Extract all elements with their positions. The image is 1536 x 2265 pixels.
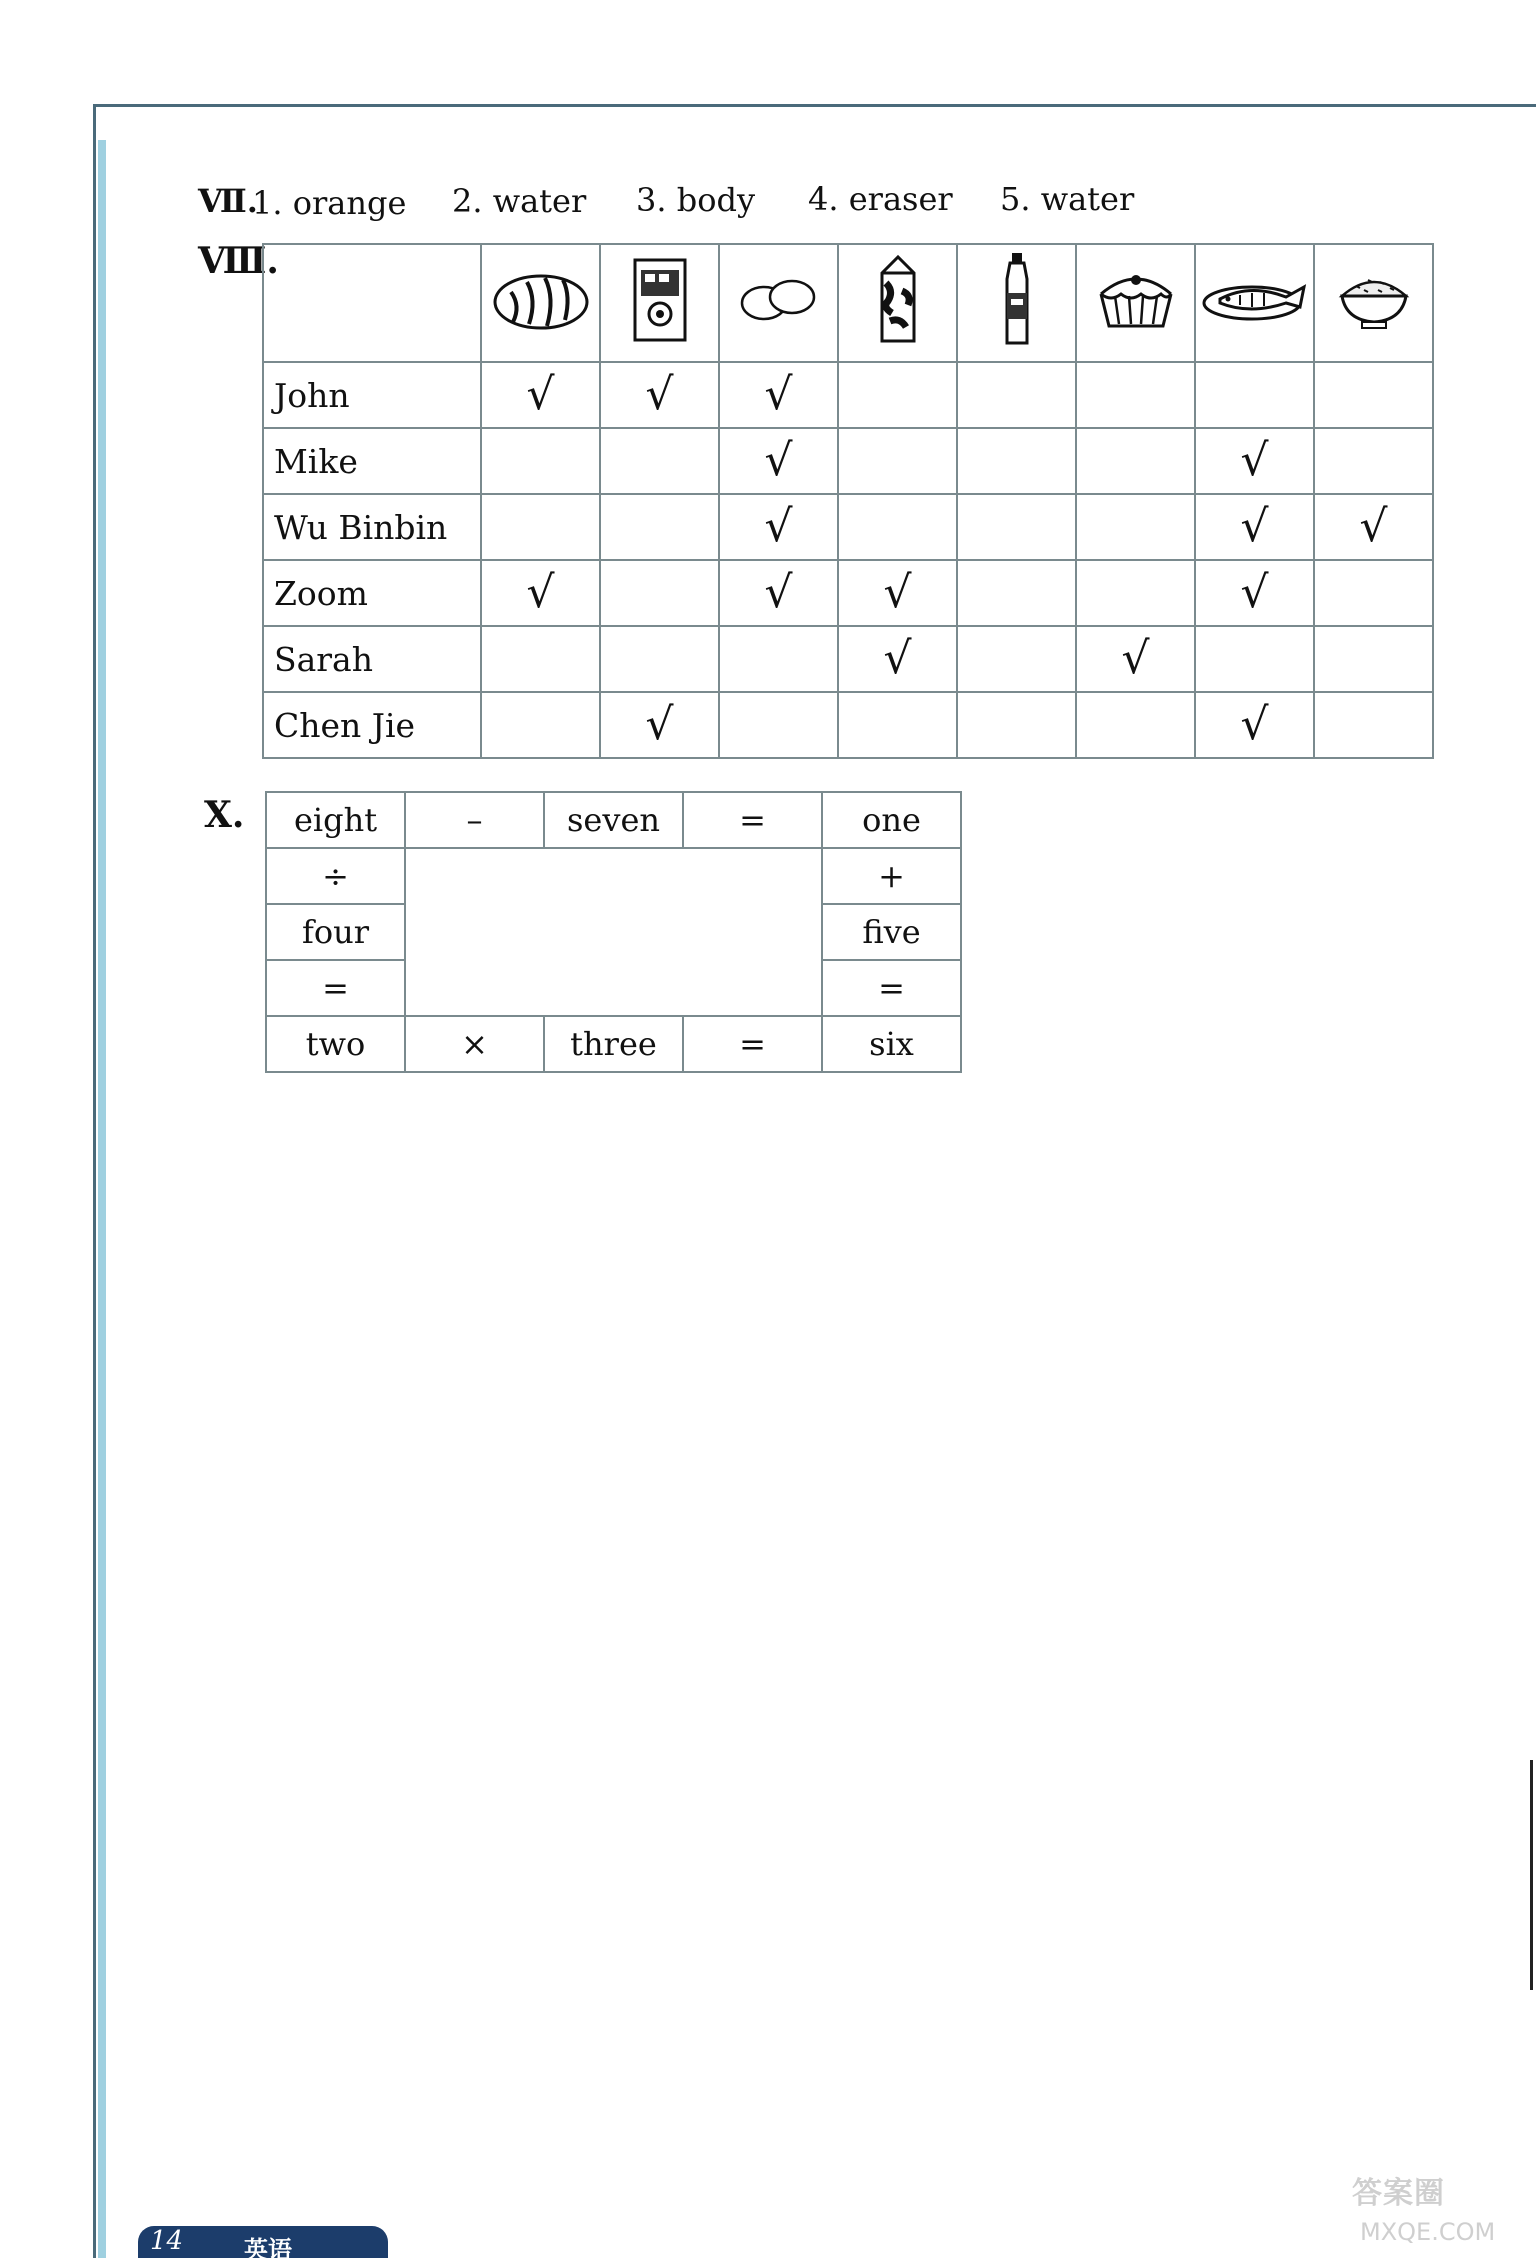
puzzle-cell: = [683, 792, 822, 848]
check-mark: √ [764, 501, 793, 552]
answer-5: 5. water [1000, 180, 1135, 218]
puzzle-cell: – [405, 792, 544, 848]
check-cell [600, 428, 719, 494]
check-mark: √ [1240, 567, 1269, 618]
check-cell [481, 362, 600, 428]
answer-2: 2. water [452, 182, 587, 220]
check-cell [1195, 560, 1314, 626]
check-cell [838, 362, 957, 428]
fish-icon [1195, 244, 1314, 362]
student-name: Mike [263, 428, 481, 494]
check-cell [1314, 428, 1433, 494]
check-cell [481, 494, 600, 560]
puzzle-cell: six [822, 1016, 961, 1072]
check-cell [838, 560, 957, 626]
food-checklist-table [262, 243, 1434, 759]
bread-icon [481, 244, 600, 362]
check-cell [600, 626, 719, 692]
puzzle-cell: × [405, 1016, 544, 1072]
check-cell [719, 362, 838, 428]
student-name: Sarah [263, 626, 481, 692]
student-name: Zoom [263, 560, 481, 626]
puzzle-cell: + [822, 848, 961, 904]
student-name: Chen Jie [263, 692, 481, 758]
rice-icon [1314, 244, 1433, 362]
table-row [263, 626, 1433, 692]
puzzle-top-row [266, 792, 961, 848]
check-cell [1076, 560, 1195, 626]
subject-label: 英语 [244, 2235, 292, 2264]
puzzle-row [266, 848, 961, 904]
check-cell [1314, 494, 1433, 560]
watermark-logo: 答案圈 [1352, 2176, 1445, 2211]
check-mark: √ [526, 369, 555, 420]
student-name: John [263, 362, 481, 428]
puzzle-cell: = [683, 1016, 822, 1072]
puzzle-cell: = [266, 960, 405, 1016]
check-cell [1076, 494, 1195, 560]
check-cell [957, 428, 1076, 494]
puzzle-cell: one [822, 792, 961, 848]
puzzle-cell: seven [544, 792, 683, 848]
check-cell [1076, 428, 1195, 494]
check-cell [1195, 494, 1314, 560]
check-mark: √ [883, 567, 912, 618]
header-blank-cell [263, 244, 481, 362]
puzzle-cell: five [822, 904, 961, 960]
puzzle-center-blank [405, 848, 822, 1016]
puzzle-cell: three [544, 1016, 683, 1072]
check-cell [957, 494, 1076, 560]
check-cell [481, 692, 600, 758]
check-cell [957, 362, 1076, 428]
check-cell [719, 560, 838, 626]
table-row [263, 362, 1433, 428]
juice-box-icon [600, 244, 719, 362]
check-cell [600, 362, 719, 428]
check-cell [719, 428, 838, 494]
page-number: 14 [150, 2226, 184, 2256]
check-cell [1076, 362, 1195, 428]
table-row [263, 560, 1433, 626]
check-cell [1314, 362, 1433, 428]
right-edge-mark [1530, 1760, 1533, 1990]
puzzle-bottom-row [266, 1016, 961, 1072]
check-cell [1076, 692, 1195, 758]
check-cell [600, 494, 719, 560]
table-row [263, 428, 1433, 494]
check-mark: √ [1359, 501, 1388, 552]
check-cell [719, 692, 838, 758]
bottle-icon [957, 244, 1076, 362]
answer-4: 4. eraser [808, 180, 953, 218]
check-cell [719, 494, 838, 560]
check-cell [957, 692, 1076, 758]
check-cell [1195, 626, 1314, 692]
check-cell [957, 626, 1076, 692]
table-row [263, 494, 1433, 560]
check-cell [1195, 428, 1314, 494]
cake-icon [1076, 244, 1195, 362]
answer-1: 1. orange [252, 184, 407, 222]
check-cell [1195, 362, 1314, 428]
check-mark: √ [764, 369, 793, 420]
section-10-numeral: X. [204, 794, 245, 836]
check-cell [1314, 560, 1433, 626]
puzzle-cell: ÷ [266, 848, 405, 904]
check-cell [1076, 626, 1195, 692]
check-cell [600, 560, 719, 626]
number-puzzle-table [265, 791, 962, 1073]
table-row [263, 692, 1433, 758]
eggs-icon [719, 244, 838, 362]
puzzle-cell: two [266, 1016, 405, 1072]
check-mark: √ [526, 567, 555, 618]
check-cell [719, 626, 838, 692]
check-cell [481, 428, 600, 494]
check-cell [1314, 692, 1433, 758]
check-cell [481, 560, 600, 626]
check-cell [1314, 626, 1433, 692]
check-cell [600, 692, 719, 758]
check-mark: √ [883, 633, 912, 684]
check-mark: √ [645, 699, 674, 750]
puzzle-cell: four [266, 904, 405, 960]
check-cell [838, 428, 957, 494]
left-margin-rule [98, 140, 106, 2258]
check-mark: √ [1121, 633, 1150, 684]
section-7-numeral: Ⅶ. [198, 182, 258, 220]
check-mark: √ [1240, 435, 1269, 486]
check-cell [1195, 692, 1314, 758]
puzzle-cell: eight [266, 792, 405, 848]
puzzle-cell: = [822, 960, 961, 1016]
check-mark: √ [764, 567, 793, 618]
check-cell [481, 626, 600, 692]
check-cell [838, 626, 957, 692]
student-name: Wu Binbin [263, 494, 481, 560]
watermark-url: MXQE.COM [1360, 2218, 1496, 2246]
table-header-row [263, 244, 1433, 362]
check-mark: √ [764, 435, 793, 486]
food-rows [263, 362, 1433, 758]
check-mark: √ [1240, 699, 1269, 750]
check-cell [838, 692, 957, 758]
check-mark: √ [645, 369, 674, 420]
answer-3: 3. body [636, 181, 756, 219]
check-mark: √ [1240, 501, 1269, 552]
milk-carton-icon [838, 244, 957, 362]
section-8-numeral: Ⅷ. [198, 240, 279, 282]
check-cell [838, 494, 957, 560]
check-cell [957, 560, 1076, 626]
